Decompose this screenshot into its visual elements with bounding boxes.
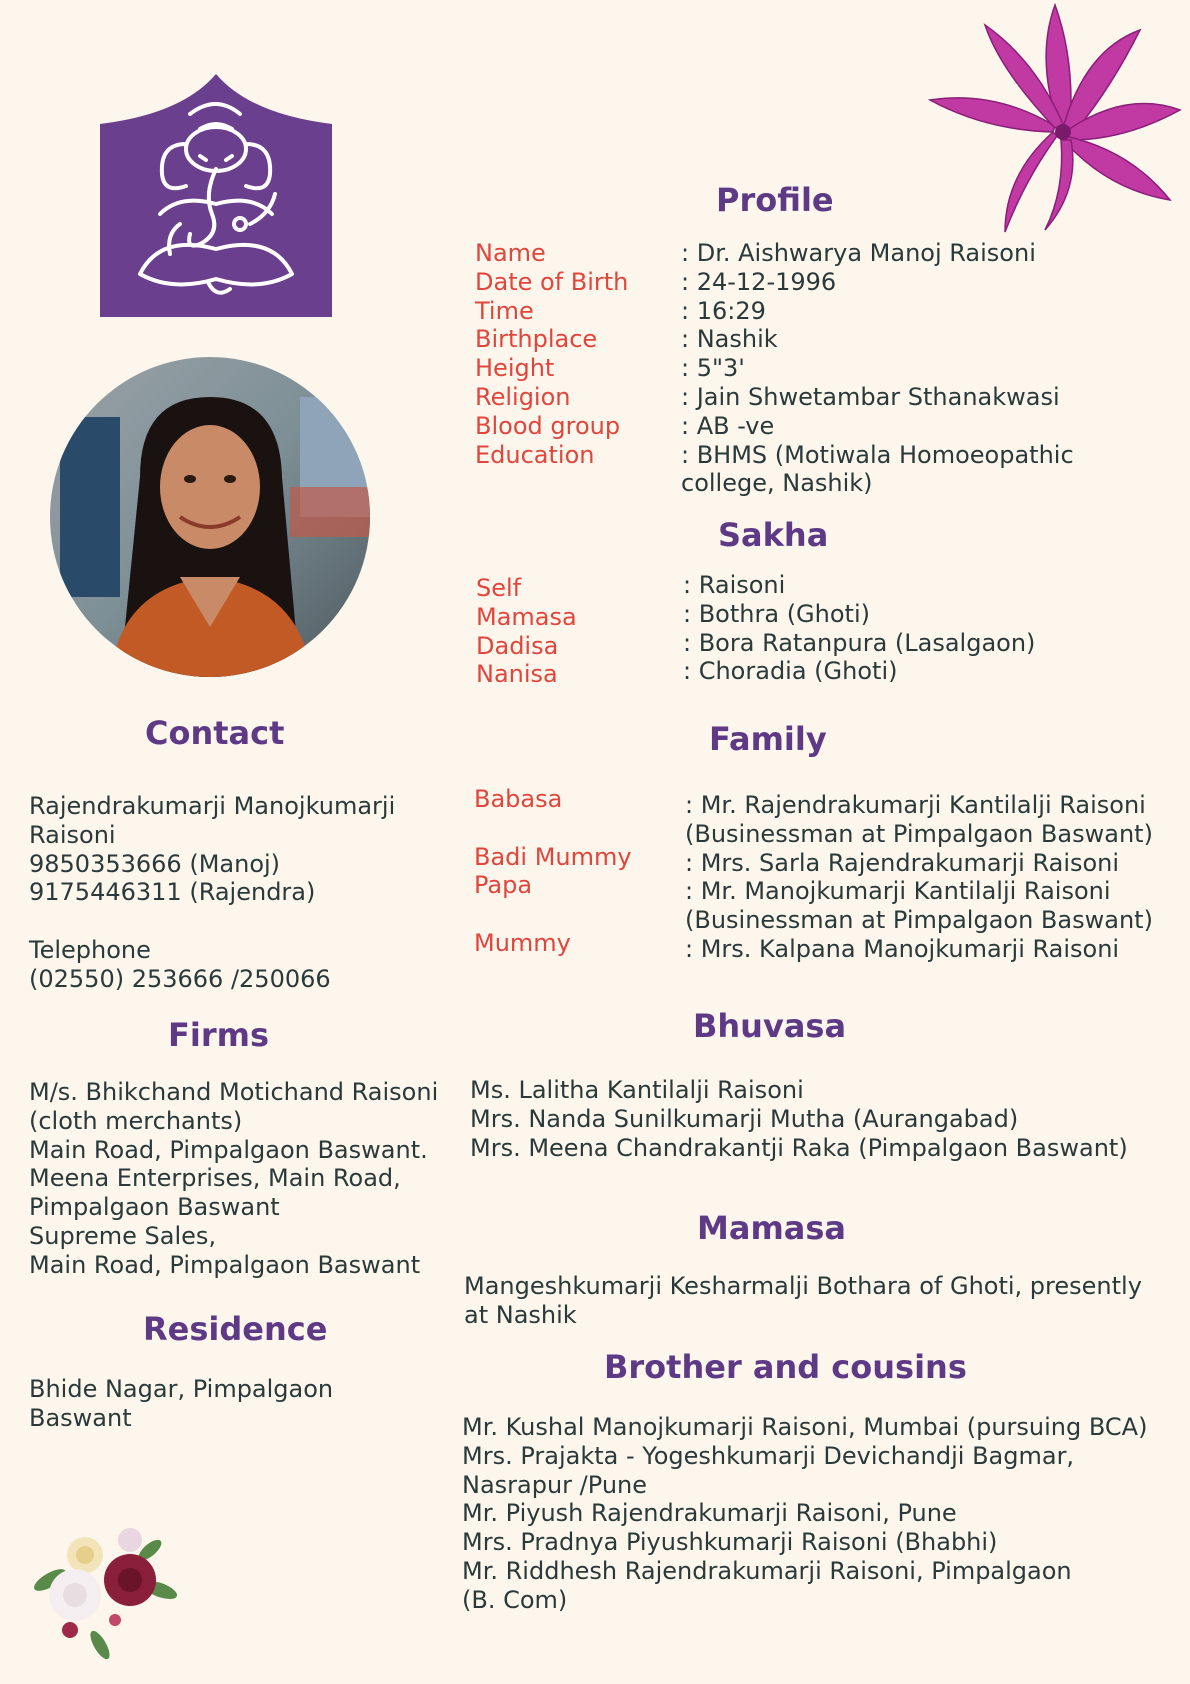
value-mummy: : Mrs. Kalpana Manojkumarji Raisoni — [685, 934, 1120, 963]
lily-flower-icon — [925, 0, 1190, 235]
label-blank-2 — [474, 900, 632, 929]
sakha-values — [683, 571, 1035, 686]
contact-blank — [29, 907, 395, 936]
label-papa: Papa — [474, 871, 533, 900]
bhuvasa-list — [470, 1076, 1128, 1162]
value-blood-group: : AB -ve — [681, 411, 775, 440]
bhuvasa-heading: Bhuvasa — [693, 1007, 847, 1045]
firms-line: Main Road, Pimpalgaon Baswant. — [29, 1135, 428, 1164]
ganesha-emblem-icon — [100, 74, 332, 317]
value-dadisa: : Bora Ratanpura (Lasalgaon) — [683, 628, 1036, 657]
mamasa-heading: Mamasa — [697, 1209, 847, 1247]
brothers-heading: Brother and cousins — [604, 1348, 967, 1386]
label-education: Education — [475, 440, 595, 469]
firms-line: Supreme Sales, — [29, 1221, 217, 1250]
residence-line: Baswant — [29, 1403, 132, 1432]
profile-values — [681, 239, 1074, 498]
brothers-line: Nasrapur /Pune — [462, 1470, 648, 1499]
value-papa: : Mr. Manojkumarji Kantilalji Raisoni — [685, 877, 1111, 906]
label-self: Self — [476, 574, 522, 602]
value-mamasa: : Bothra (Ghoti) — [683, 599, 870, 628]
label-mamasa: Mamasa — [476, 602, 577, 631]
label-babasa: Babasa — [474, 785, 563, 813]
mamasa-line: at Nashik — [464, 1300, 577, 1329]
family-values — [685, 791, 1153, 964]
value-self: : Raisoni — [683, 571, 786, 599]
brothers-line: (B. Com) — [462, 1585, 568, 1614]
profile-labels — [475, 239, 628, 469]
contact-line: Raisoni — [29, 820, 116, 849]
firms-line: (cloth merchants) — [29, 1106, 243, 1135]
contact-heading: Contact — [145, 714, 285, 752]
label-religion: Religion — [475, 382, 571, 411]
family-labels — [474, 785, 632, 958]
value-education-cont: college, Nashik) — [681, 469, 873, 498]
label-nanisa: Nanisa — [476, 660, 558, 689]
contact-block — [29, 792, 395, 994]
value-height: : 5"3' — [681, 354, 745, 383]
value-nanisa: : Choradia (Ghoti) — [683, 657, 898, 686]
label-time: Time — [475, 296, 534, 325]
label-badi-mummy: Badi Mummy — [474, 842, 632, 871]
value-name: : Dr. Aishwarya Manoj Raisoni — [681, 239, 1036, 267]
value-babasa: : Mr. Rajendrakumarji Kantilalji Raisoni — [685, 791, 1146, 819]
bhuvasa-line: Mrs. Nanda Sunilkumarji Mutha (Aurangabad) — [470, 1104, 1019, 1133]
brothers-list — [462, 1413, 1147, 1615]
mamasa-line: Mangeshkumarji Kesharmalji Bothara of Ghoti, presently — [464, 1272, 1142, 1300]
brothers-line: Mrs. Pradnya Piyushkumarji Raisoni (Bhabhi) — [462, 1528, 998, 1557]
firms-heading: Firms — [168, 1016, 269, 1054]
label-date-of-birth: Date of Birth — [475, 267, 629, 296]
mamasa-text — [464, 1272, 1142, 1330]
label-mummy: Mummy — [474, 928, 571, 957]
firms-line: M/s. Bhikchand Motichand Raisoni — [29, 1078, 439, 1106]
value-babasa-cont: (Businessman at Pimpalgaon Baswant) — [685, 819, 1153, 848]
firms-block — [29, 1078, 438, 1280]
bhuvasa-line: Mrs. Meena Chandrakantji Raka (Pimpalgaon Baswant) — [470, 1133, 1128, 1162]
profile-heading: Profile — [716, 181, 834, 219]
brothers-line: Mrs. Prajakta - Yogeshkumarji Devichandji Bagmar, — [462, 1441, 1075, 1470]
firms-line: Pimpalgaon Baswant — [29, 1193, 280, 1222]
residence-heading: Residence — [143, 1310, 328, 1348]
brothers-line: Mr. Riddhesh Rajendrakumarji Raisoni, Pimpalgaon — [462, 1556, 1072, 1585]
value-time: : 16:29 — [681, 296, 766, 325]
value-religion: : Jain Shwetambar Sthanakwasi — [681, 382, 1060, 411]
brothers-line: Mr. Piyush Rajendrakumarji Raisoni, Pune — [462, 1499, 957, 1528]
firms-line: Main Road, Pimpalgaon Baswant — [29, 1250, 421, 1279]
value-badi-mummy: : Mrs. Sarla Rajendrakumarji Raisoni — [685, 848, 1120, 877]
value-papa-cont: (Businessman at Pimpalgaon Baswant) — [685, 906, 1153, 935]
rose-bouquet-icon — [30, 1520, 180, 1660]
label-birthplace: Birthplace — [475, 325, 598, 354]
label-blank-1 — [474, 814, 632, 843]
contact-phone-rajendra: 9175446311 (Rajendra) — [29, 878, 316, 907]
bhuvasa-line: Ms. Lalitha Kantilalji Raisoni — [470, 1076, 804, 1104]
value-birthplace: : Nashik — [681, 325, 778, 354]
firms-line: Meena Enterprises, Main Road, — [29, 1164, 401, 1193]
label-name: Name — [475, 239, 546, 267]
value-date-of-birth: : 24-12-1996 — [681, 267, 837, 296]
label-blood-group: Blood group — [475, 411, 621, 440]
portrait-photo — [50, 357, 370, 677]
value-education: : BHMS (Motiwala Homoeopathic — [681, 440, 1074, 469]
residence-line: Bhide Nagar, Pimpalgaon — [29, 1375, 334, 1403]
brothers-line: Mr. Kushal Manojkumarji Raisoni, Mumbai (pursuing BCA) — [462, 1413, 1148, 1441]
sakha-heading: Sakha — [718, 516, 829, 554]
family-heading: Family — [709, 720, 827, 758]
residence-block — [29, 1375, 333, 1433]
label-dadisa: Dadisa — [476, 631, 559, 660]
contact-phone-manoj: 9850353666 (Manoj) — [29, 849, 281, 878]
contact-telephone-label: Telephone — [29, 935, 151, 964]
sakha-labels — [476, 574, 577, 689]
contact-line: Rajendrakumarji Manojkumarji — [29, 792, 396, 820]
contact-telephone: (02550) 253666 /250066 — [29, 964, 331, 993]
label-height: Height — [475, 354, 555, 383]
